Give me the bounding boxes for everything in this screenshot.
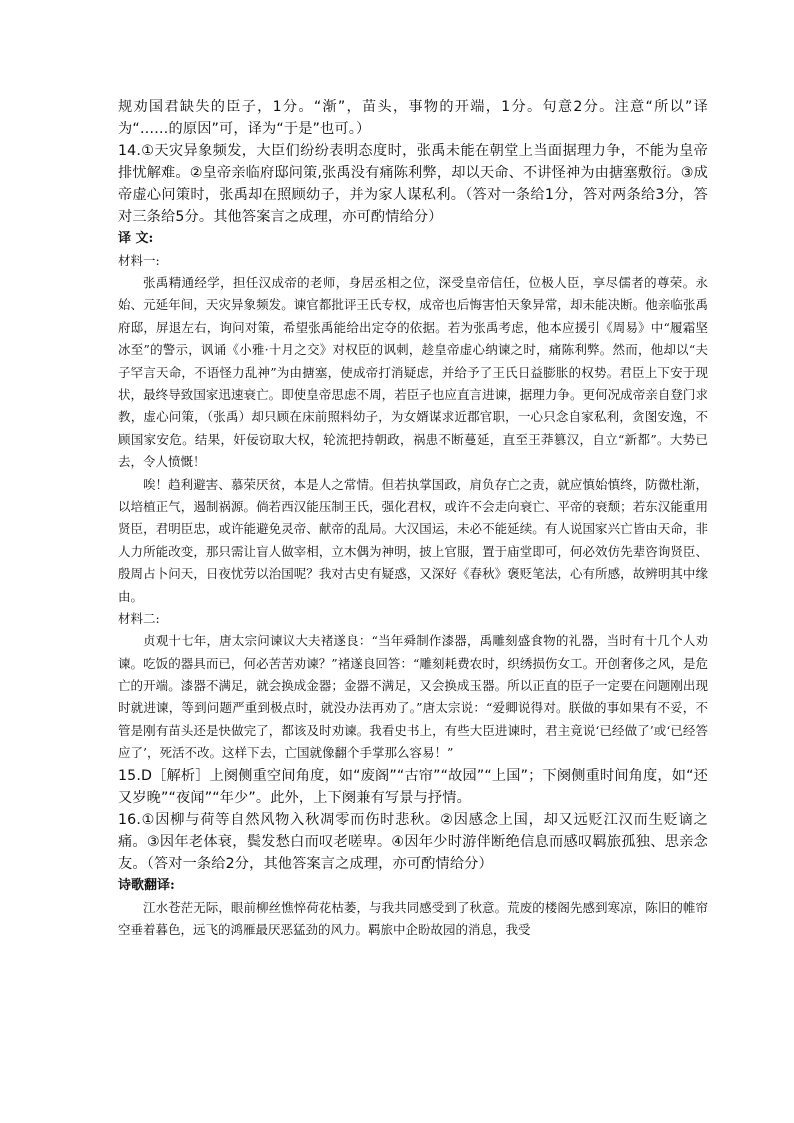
answer-16: 16.①因柳与荷等自然风物入秋凋零而伤时悲秋。②因感念上国，却又远贬江汉而生贬谪之痛。③因年老体衰，鬓发愁白而叹老嗟卑。④因年少时游伴断绝信息而感叹羁旅孤独、思亲念友。（答对一条给2分，其他答案言之成理，亦可酌情给分）	[118, 811, 708, 872]
answer-14: 14.①天灾异象频发，大臣们纷纷表明态度时，张禹未能在朝堂上当面据理力争，不能为皇帝排忧解难。②皇帝亲临府邸问策,张禹没有痛陈利弊，却以天命、不讲怪神为由搪塞敷衍。③成帝虚心问策时，张禹却在照顾幼子，并为家人谋私利。（答对一条给1分，答对两条给3分，答对三条给5分。其他答案言之成理，亦可酌情给分）	[118, 143, 708, 225]
poem-translation-heading: 诗歌翻译:	[118, 877, 175, 893]
answer-13-tail: 规劝国君缺失的臣子，1分。“渐”，苗头，事物的开端，1分。句意2分。注意“所以”译为“……的原因”可，译为“于是”也可。）	[118, 99, 708, 137]
material-2-paragraph-1: 贞观十七年，唐太宗问谏议大夫褚遂良：“当年舜制作漆器，禹雕刻盛食物的礼器，当时有十几个人劝谏。吃饭的器具而已，何必苦苦劝谏？”褚遂良回答：“雕刻耗费农时，织绣损伤女工。开创奢侈之风，是危亡的开端。漆器不满足，就会换成金器；金器不满足，又会换成玉器。所以正直的臣子一定要在问题刚出现时就进谏，等到问题严重到极点时，就没办法再劝了。”唐太宗说：“爱卿说得对。朕做的事如果有不妥，不管是刚有苗头还是快做完了，都该及时劝谏。我看史书上，有些大臣进谏时，君主竟说‘已经做了’或‘已经答应了’，死活不改。这样下去，亡国就像翻个手掌那么容易！”	[118, 633, 708, 761]
material-1-title: 材料一:	[118, 253, 160, 268]
translation-heading: 译 文:	[118, 231, 154, 246]
answer-15: 15.D［解析］上阕侧重空间角度，如“废阁”“古帘”“故园”“上国”；下阕侧重时间角度，如“还又岁晚”“夜闻”“年少”。此外，上下阕兼有写景与抒情。	[118, 767, 708, 806]
poem-translation-paragraph: 江水苍茫无际，眼前柳丝憔悴荷花枯萎，与我共同感受到了秋意。荒废的楼阁先感到寒凉，陈旧的帷帘空垂着暮色，远飞的鸿雁最厌恶猛劲的风力。羁旅中企盼故园的消息，我受	[118, 899, 708, 937]
material-1-paragraph-1: 张禹精通经学，担任汉成帝的老师，身居丞相之位，深受皇帝信任，位极人臣，享尽儒者的尊荣。永始、元延年间，天灾异象频发。谏官都批评王氏专权，成帝也后悔害怕天象异常，却未能决断。他亲临张禹府邸，屏退左右，询问对策，希望张禹能给出定夺的依据。若为张禹考虑，他本应援引《周易》中“履霜坚冰至”的警示，讽诵《小雅·十月之交》对权臣的讽刺，趁皇帝虚心纳谏之时，痛陈利弊。然而，他却以“夫子罕言天命，不语怪力乱神”为由搪塞，使成帝打消疑虑，并给予了王氏日益膨胀的权势。君臣上下安于现状，最终导致国家迅速衰亡。即使皇帝思虑不周，若臣子也应直言进谏，据理力争。更何况成帝亲自登门求教，虚心问策，（张禹）却只顾在床前照料幼子，为女婿谋求近郡官职，一心只念自家私利，贪图安逸，不顾国家安危。结果，奸佞窃取大权，轮流把持朝政，祸患不断蔓延，直至王莽篡汉，自立“新都”。大势已去，令人愤慨！	[118, 275, 708, 470]
material-2-title: 材料二:	[118, 611, 160, 627]
material-1-paragraph-2: 唉！趋利避害、慕荣厌贫，本是人之常情。但若执掌国政，肩负存亡之责，就应慎始慎终，防微杜渐，以培植正气，遏制祸源。倘若西汉能压制王氏，强化君权，或许不会走向衰亡、平帝的衰颓；若东汉能重用贤臣，君明臣忠，或许能避免灵帝、献帝的乱局。大汉国运，未必不能延续。有人说国家兴亡皆由天命，非人力所能改变，那只需让盲人做宰相，立木偶为神明，披上官服，置于庙堂即可，何必效仿先辈咨询贤臣、殷周占卜问天，日夜忧劳以治国呢？我对古史有疑惑，又深好《春秋》褒贬笔法，心有所感，故辨明其中缘由。	[118, 476, 708, 604]
